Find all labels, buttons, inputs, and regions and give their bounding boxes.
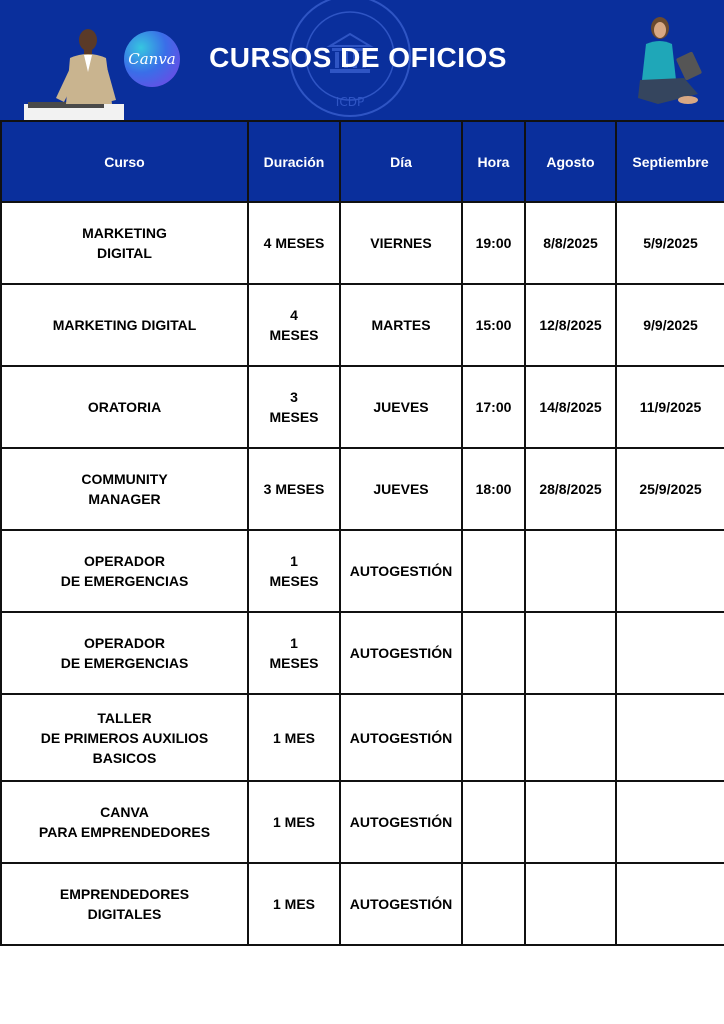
column-header-dia: Día	[340, 121, 462, 202]
cell-dia: AUTOGESTIÓN	[340, 694, 462, 781]
cell-septiembre	[616, 781, 724, 863]
cell-dia: JUEVES	[340, 366, 462, 448]
cell-septiembre	[616, 694, 724, 781]
page-title: CURSOS DE OFICIOS	[209, 42, 507, 73]
column-header-agosto: Agosto	[525, 121, 616, 202]
table-row	[1, 694, 724, 781]
cell-hora	[462, 694, 525, 781]
table-row	[1, 863, 724, 945]
cell-duracion: 1 MES	[248, 863, 340, 945]
cell-curso: EMPRENDEDORES DIGITALES	[1, 863, 248, 945]
cell-curso: TALLER DE PRIMEROS AUXILIOS BASICOS	[1, 694, 248, 781]
table-row	[1, 781, 724, 863]
cell-duracion: 4 MESES	[248, 202, 340, 284]
cell-agosto	[525, 863, 616, 945]
table-row	[1, 284, 724, 366]
table-row	[1, 612, 724, 694]
cell-duracion: 1 MESES	[248, 530, 340, 612]
course-schedule-table	[0, 120, 724, 946]
cell-agosto	[525, 781, 616, 863]
cell-dia: MARTES	[340, 284, 462, 366]
cell-duracion: 4 MESES	[248, 284, 340, 366]
cell-hora	[462, 530, 525, 612]
cell-curso: CANVA PARA EMPRENDEDORES	[1, 781, 248, 863]
cell-hora: 15:00	[462, 284, 525, 366]
cell-septiembre: 9/9/2025	[616, 284, 724, 366]
cell-septiembre: 5/9/2025	[616, 202, 724, 284]
cell-hora: 19:00	[462, 202, 525, 284]
cell-dia: AUTOGESTIÓN	[340, 530, 462, 612]
cell-curso: ORATORIA	[1, 366, 248, 448]
cell-septiembre	[616, 530, 724, 612]
cell-duracion: 1 MES	[248, 694, 340, 781]
cell-dia: VIERNES	[340, 202, 462, 284]
table-row	[1, 202, 724, 284]
cell-dia: AUTOGESTIÓN	[340, 863, 462, 945]
column-header-duracion: Duración	[248, 121, 340, 202]
column-header-septiembre: Septiembre	[616, 121, 724, 202]
cell-hora	[462, 781, 525, 863]
cell-duracion: 1 MESES	[248, 612, 340, 694]
cell-agosto: 8/8/2025	[525, 202, 616, 284]
cell-agosto	[525, 530, 616, 612]
cell-dia: AUTOGESTIÓN	[340, 612, 462, 694]
cell-agosto: 12/8/2025	[525, 284, 616, 366]
cell-agosto	[525, 694, 616, 781]
svg-text:ICDP: ICDP	[335, 95, 365, 109]
cell-curso: OPERADOR DE EMERGENCIAS	[1, 612, 248, 694]
cell-dia: JUEVES	[340, 448, 462, 530]
cell-septiembre	[616, 863, 724, 945]
cell-hora	[462, 612, 525, 694]
header-banner	[0, 0, 724, 120]
cell-duracion: 1 MES	[248, 781, 340, 863]
table-header-row	[1, 121, 724, 202]
table-row	[1, 530, 724, 612]
cell-hora: 17:00	[462, 366, 525, 448]
table-row	[1, 448, 724, 530]
cell-agosto: 14/8/2025	[525, 366, 616, 448]
cell-septiembre: 11/9/2025	[616, 366, 724, 448]
cell-curso: COMMUNITY MANAGER	[1, 448, 248, 530]
cell-dia: AUTOGESTIÓN	[340, 781, 462, 863]
cell-agosto	[525, 612, 616, 694]
cell-hora: 18:00	[462, 448, 525, 530]
cell-septiembre: 25/9/2025	[616, 448, 724, 530]
cell-agosto: 28/8/2025	[525, 448, 616, 530]
column-header-hora: Hora	[462, 121, 525, 202]
woman-with-laptop-image	[628, 14, 712, 110]
canva-logo-text: Canva	[128, 50, 176, 68]
cell-duracion: 3 MESES	[248, 448, 340, 530]
cell-curso: MARKETING DIGITAL	[1, 284, 248, 366]
cell-duracion: 3 MESES	[248, 366, 340, 448]
cell-hora	[462, 863, 525, 945]
cell-curso: MARKETING DIGITAL	[1, 202, 248, 284]
cell-septiembre	[616, 612, 724, 694]
table-row	[1, 366, 724, 448]
column-header-curso: Curso	[1, 121, 248, 202]
cell-curso: OPERADOR DE EMERGENCIAS	[1, 530, 248, 612]
